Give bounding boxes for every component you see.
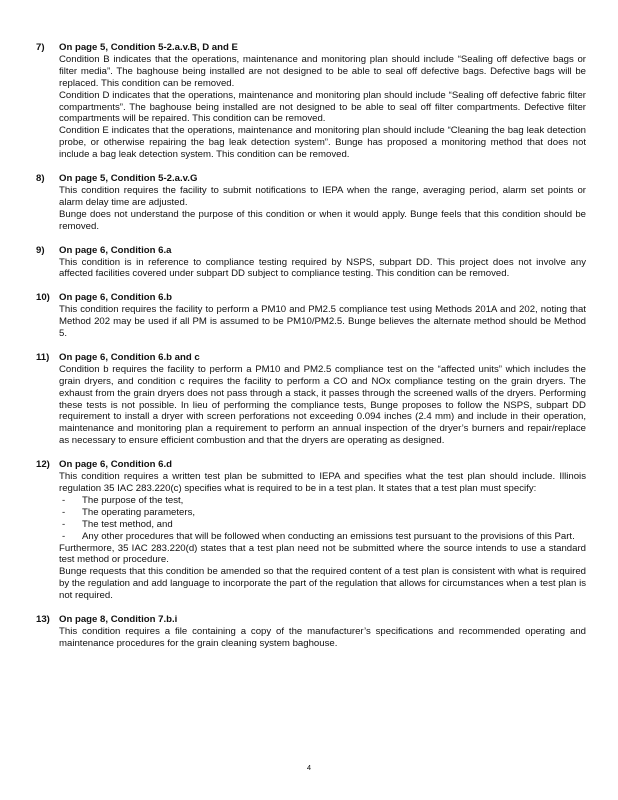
comment-title: On page 6, Condition 6.d <box>59 459 172 471</box>
comment-body <box>59 364 586 447</box>
comment-heading <box>36 245 586 257</box>
comment-7 <box>36 42 586 161</box>
list-item-text: Any other procedures that will be followed when conducting an emissions test pursuant to the provisions of this Part. <box>82 530 575 542</box>
comment-paragraph: This condition is in reference to compliance testing required by NSPS, subpart DD. This project does not involve any affected facilities covered under subpart DD subject to compliance testing. This condition can be removed. <box>59 256 586 280</box>
comment-number: 12) <box>36 459 50 471</box>
test-plan-list <box>59 495 586 543</box>
comment-body <box>59 471 586 602</box>
comment-number: 7) <box>36 42 45 53</box>
comment-paragraph: Condition b requires the facility to perform a PM10 and PM2.5 compliance test on the “affected units” which includes the grain dryers, and condition c requires the facility to perform a CO and NOx compliance testing on the grain dryers. The exhaust from the grain dryers does not pass through a stack, it passes through the screened walls of the dryers. Performing these tests is not possible. In lieu of performing the compliance tests, Bunge proposes to follow the NSPS, subpart DD requirement to install a dryer with screen perforations not exceeding 0.094 inches (2.4 mm) and include in their operation, maintenance and monitoring plan a requirement to perform an annual inspection of the dryer’s burners and repair/replace as necessary to ensure efficient combustion and that the dryers are operating as designed. <box>59 363 586 447</box>
comment-9 <box>36 245 586 281</box>
comment-paragraph: This condition requires a written test plan be submitted to IEPA and specifies what the test plan should include. Illinois regulation 35 IAC 283.220(c) specifies what is required to be in a test plan. It states that a test plan must specify: <box>59 471 586 494</box>
comment-number: 9) <box>36 244 45 256</box>
comment-body <box>59 54 586 161</box>
list-item-text: The purpose of the test, <box>82 494 184 506</box>
comment-body <box>59 626 586 650</box>
comment-heading <box>36 173 586 185</box>
bullet-mark: - <box>62 494 66 506</box>
comment-paragraph: This condition requires the facility to submit notifications to IEPA when the range, averaging period, alarm set points or alarm delay time are adjusted. <box>59 184 586 208</box>
comment-paragraph: This condition requires a file containing a copy of the manufacturer’s specifications and recommended operating and maintenance procedures for the grain cleaning system baghouse. <box>59 625 586 649</box>
comment-paragraph: Condition D indicates that the operations, maintenance and monitoring plan should include “Sealing off defective fabric filter compartments”. The baghouse being installed are not designed to be able to seal off filter compartments. Defective filter compartments will be repaired. This condition can be removed. <box>59 89 586 125</box>
comment-paragraph: This condition requires the facility to perform a PM10 and PM2.5 compliance test using Methods 201A and 202, noting that Method 202 may be used if all PM is assumed to be PM10/PM2.5. Bunge believes the alternate method should be Method 5. <box>59 304 586 340</box>
comment-11 <box>36 352 586 447</box>
comment-number: 10) <box>36 292 50 304</box>
bullet-mark: - <box>62 518 66 530</box>
list-item-text: The test method, and <box>82 518 173 530</box>
comment-title: On page 6, Condition 6.b and c <box>59 351 200 363</box>
comment-12 <box>36 459 586 602</box>
list-item <box>59 519 586 531</box>
comment-number: 11) <box>36 351 50 363</box>
comment-title: On page 6, Condition 6.b <box>59 292 172 304</box>
list-item <box>59 507 586 519</box>
comment-paragraph: Bunge does not understand the purpose of this condition or when it would apply. Bunge feels that this condition should be removed. <box>59 208 586 232</box>
comment-paragraph: Condition B indicates that the operations, maintenance and monitoring plan should include “Sealing off defective bags or filter media”. The baghouse being installed are not designed to be able to seal off defective bags. Defective bags will be replaced. This condition can be removed. <box>59 53 586 89</box>
comment-8 <box>36 173 586 233</box>
comment-title: On page 5, Condition 5-2.a.v.G <box>59 173 198 185</box>
list-item <box>59 531 586 543</box>
comment-title: On page 8, Condition 7.b.i <box>59 614 178 626</box>
comment-13 <box>36 614 586 650</box>
comment-heading <box>36 614 586 626</box>
list-item-text: The operating parameters, <box>82 506 196 518</box>
comment-heading <box>36 292 586 304</box>
bullet-mark: - <box>62 506 66 518</box>
document-page <box>36 42 586 650</box>
comment-body <box>59 304 586 340</box>
comment-heading <box>36 352 586 364</box>
page-number: 4 <box>306 763 312 772</box>
comment-title: On page 5, Condition 5-2.a.v.B, D and E <box>59 42 238 53</box>
list-item <box>59 495 586 507</box>
comment-paragraph: Bunge requests that this condition be amended so that the required content of a test plan is consistent with what is required by the regulation and add language to incorporate the part of the regulation that allows for circumstances when a test plan is not required. <box>59 566 586 602</box>
comment-number: 13) <box>36 614 50 626</box>
comment-body <box>59 185 586 233</box>
comment-title: On page 6, Condition 6.a <box>59 244 172 256</box>
comment-10 <box>36 292 586 340</box>
comment-number: 8) <box>36 173 45 185</box>
comment-heading <box>36 42 586 54</box>
comment-paragraph: Furthermore, 35 IAC 283.220(d) states that a test plan need not be submitted where the source intends to use a standard test method or procedure. <box>59 542 586 566</box>
comment-paragraph: Condition E indicates that the operations, maintenance and monitoring plan should include “Cleaning the bag leak detection probe, or otherwise repairing the bag leak detection system”. Bunge has proposed a monitoring method that does not include a bag leak detection system. This condition can be removed. <box>59 125 586 161</box>
comment-heading <box>36 459 586 471</box>
bullet-mark: - <box>62 530 66 542</box>
comment-body <box>59 257 586 281</box>
